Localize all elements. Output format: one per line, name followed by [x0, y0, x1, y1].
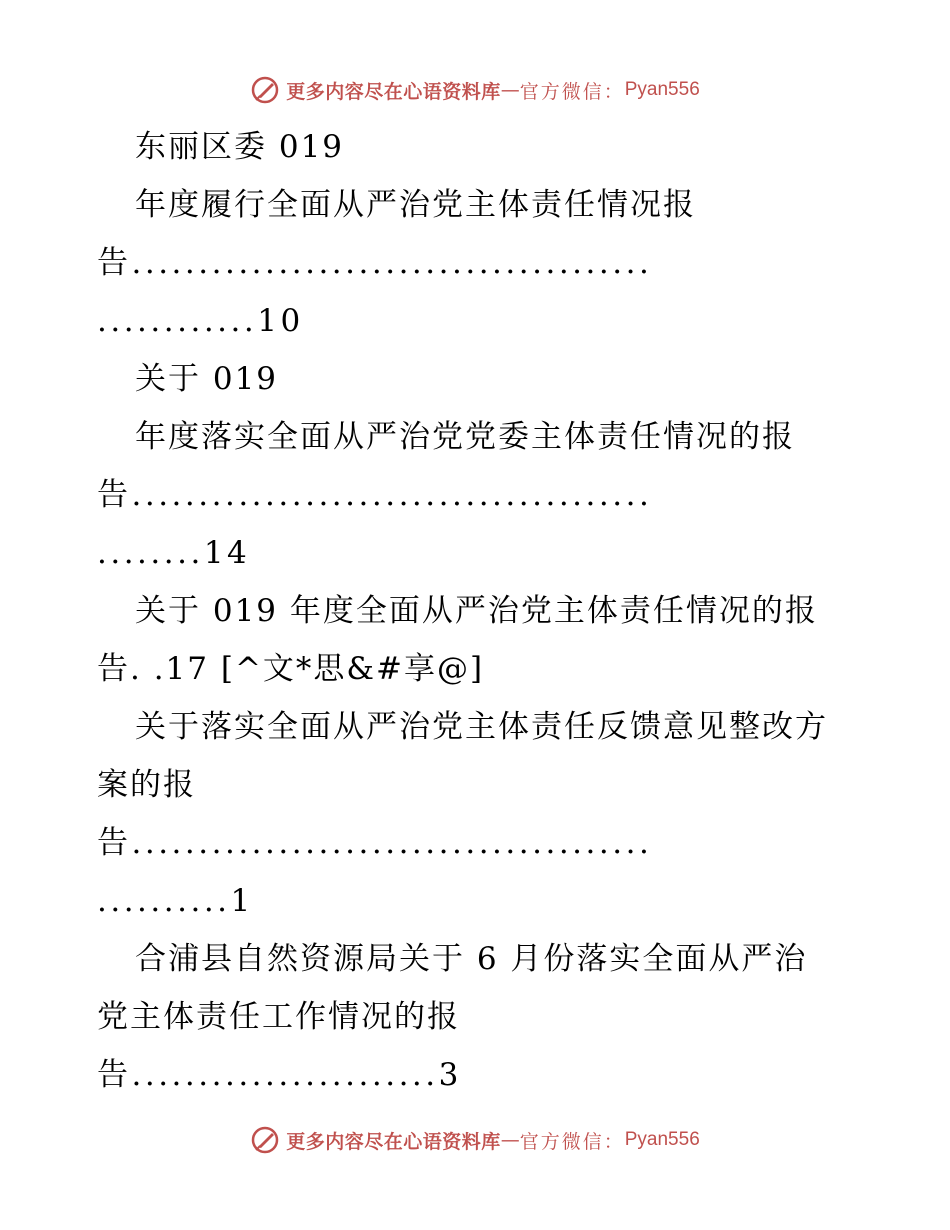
quill-logo-icon: [250, 1125, 280, 1155]
banner-separator: —: [500, 79, 520, 101]
toc-line: 关于落实全面从严治党主体责任反馈意见整改方: [135, 709, 828, 745]
toc-line: 年度落实全面从严治党党委主体责任情况的报: [135, 419, 795, 455]
header-banner: [0, 70, 950, 110]
banner-account: Pyan556: [624, 1129, 700, 1150]
toc-line: 告. .17 [^文*思&#享@]: [97, 651, 485, 687]
toc-line: 关于 019: [135, 361, 279, 397]
quill-logo-icon: [250, 75, 280, 105]
banner-title: 更多内容尽在心语资料库: [286, 1130, 501, 1153]
banner-subtitle: 官方微信：: [519, 80, 625, 103]
toc-line: 东丽区委 019: [135, 129, 345, 165]
toc-line: 案的报: [97, 767, 196, 803]
toc-page-number-line: ..........1: [97, 883, 254, 919]
toc-line: 党主体责任工作情况的报: [97, 999, 460, 1035]
toc-line: 关于 019 年度全面从严治党主体责任情况的报: [135, 593, 818, 629]
toc-line: 年度履行全面从严治党主体责任情况报: [135, 187, 696, 223]
toc-page-number-line: ............10: [97, 303, 304, 339]
toc-page-number-line: ........14: [97, 535, 251, 571]
toc-line: 合浦县自然资源局关于 6 月份落实全面从严治: [135, 941, 808, 977]
toc-line: 告.......................3: [97, 1057, 462, 1093]
banner-separator: —: [500, 1129, 520, 1151]
banner-subtitle: 官方微信：: [519, 1130, 625, 1153]
table-of-contents: [97, 118, 857, 1104]
footer-banner: [0, 1120, 950, 1160]
banner-title: 更多内容尽在心语资料库: [286, 80, 501, 103]
banner-account: Pyan556: [624, 79, 700, 100]
toc-line: 告.......................................: [97, 477, 653, 513]
toc-line: 告.......................................: [97, 825, 653, 861]
toc-line: 告.......................................: [97, 245, 653, 281]
